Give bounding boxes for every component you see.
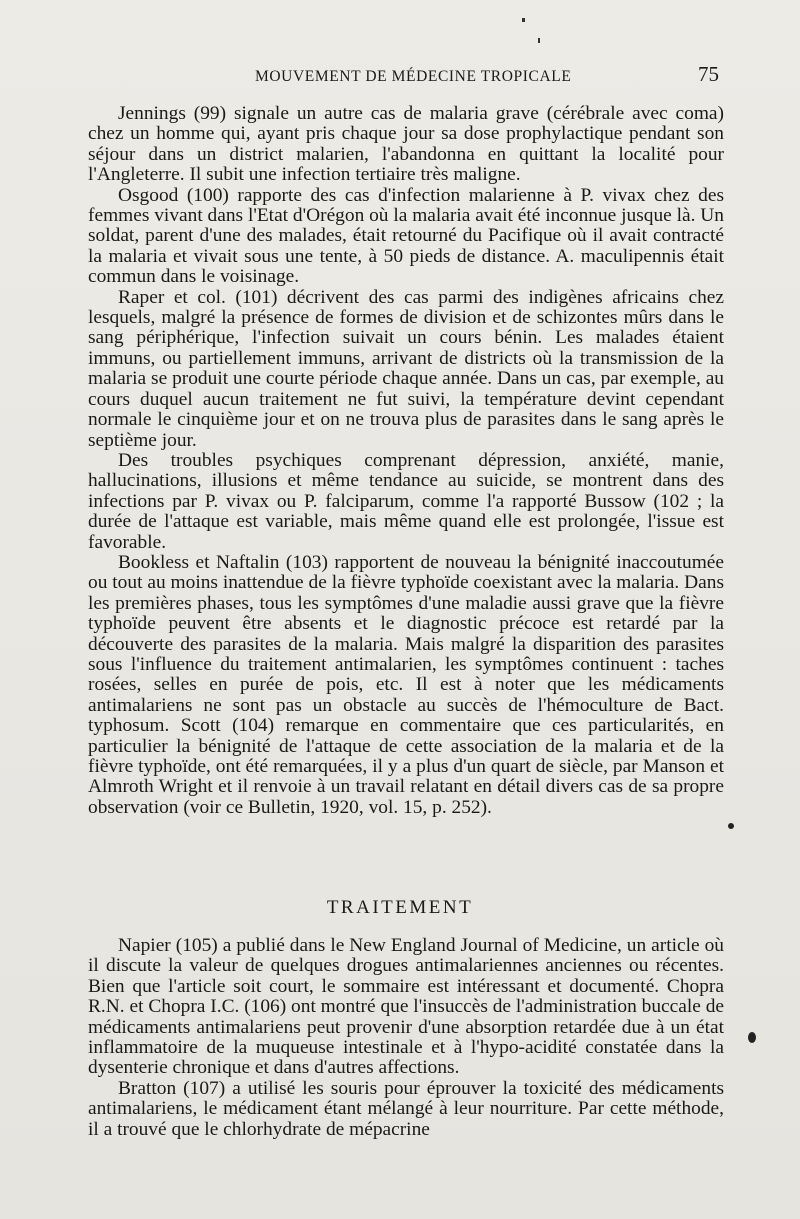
- paragraph: Napier (105) a publié dans le New England Journal of Medicine, un article où il discute la valeur de quelques drogues antimalariennes anciennes ou récentes. Bien que l'article soit court, le sommaire est intéressant et documenté. Chopra R.N. et Chopra I.C. (106) ont montré que l'insuccès de l'administration buccale de médicaments antimalariens peut provenir d'une absorption retardée due à un état inflammatoire de la muqueuse intestinale et à l'hypo-acidité constatée dans la dysenterie chronique et dans d'autres affections.: [88, 935, 724, 1079]
- paragraph: Bookless et Naftalin (103) rapportent de nouveau la bénignité inaccoutumée ou tout au moins inattendue de la fièvre typhoïde coexistant avec la malaria. Dans les premières phases, tous les symptômes d'une maladie aussi grave que la fièvre typhoïde peuvent être absents et le diagnostic précoce est retardé par la découverte des parasites de la malaria. Mais malgré la disparition des parasites sous l'influence du traitement antimalarien, les symptômes continuent : taches rosées, selles en purée de pois, etc. Il est à noter que les médicaments antimalariens ne sont pas un obstacle au succès de l'hémoculture de Bact. typhosum. Scott (104) remarque en commentaire que ces particularités, en particulier la bénignité de l'attaque de cette association de la malaria et de la fièvre typhoïde, ont été remarquées, il y a plus d'un quart de siècle, par Manson et Almroth Wright et il renvoie à un travail relatant en détail divers cas de sa propre observation (voir ce Bulletin, 1920, vol. 15, p. 252).: [88, 551, 724, 818]
- page-number: 75: [698, 62, 719, 86]
- print-speck: [522, 18, 525, 22]
- paragraph: Osgood (100) rapporte des cas d'infection malarienne à P. vivax chez des femmes vivant dans l'Etat d'Orégon où la malaria avait été inconnue jusque là. Un soldat, parent d'une des malades, était retourné du Pacifique où il avait contracté la malaria et vivait sous une tente, à 50 pieds de distance. A. maculipennis était commun dans le voisinage.: [88, 184, 724, 288]
- print-speck: [748, 1032, 756, 1043]
- body-text-section-2: [88, 936, 724, 1140]
- print-speck: [728, 823, 734, 829]
- body-text-section-1: [88, 104, 724, 818]
- paragraph: Raper et col. (101) décrivent des cas parmi des indigènes africains chez lesquels, malgré la présence de formes de division et de schizontes mûrs dans le sang périphérique, l'infection suivait un cours bénin. Les malades étaient immuns, ou partiellement immuns, arrivant de districts où la transmission de la malaria se produit une courte période chaque année. Dans un cas, par exemple, au cours duquel aucun traitement ne fut suivi, la température devint cependant normale le cinquième jour et on ne trouva plus de parasites dans le sang après le septième jour.: [88, 286, 724, 451]
- paragraph: Jennings (99) signale un autre cas de malaria grave (cérébrale avec coma) chez un homme qui, ayant pris chaque jour sa dose prophylactique pendant son séjour dans un district malarien, l'abandonna en quittant la localité pour l'Angleterre. Il subit une infection tertiaire très maligne.: [88, 103, 724, 186]
- page-header: [255, 62, 719, 88]
- print-speck: [538, 38, 540, 43]
- section-heading-traitement: TRAITEMENT: [326, 897, 474, 918]
- running-head: MOUVEMENT DE MÉDECINE TROPICALE: [255, 68, 572, 85]
- paragraph: Des troubles psychiques comprenant dépression, anxiété, manie, hallucinations, illusions et même tendance au suicide, se montrent dans des infections par P. vivax ou P. falciparum, comme l'a rapporté Bussow (102 ; la durée de l'attaque est variable, mais même quand elle est prolongée, l'issue est favorable.: [88, 449, 724, 553]
- paragraph: Bratton (107) a utilisé les souris pour éprouver la toxicité des médicaments antimalariens, le médicament étant mélangé à leur nourriture. Par cette méthode, il a trouvé que le chlorhydrate de mépacrine: [88, 1077, 724, 1140]
